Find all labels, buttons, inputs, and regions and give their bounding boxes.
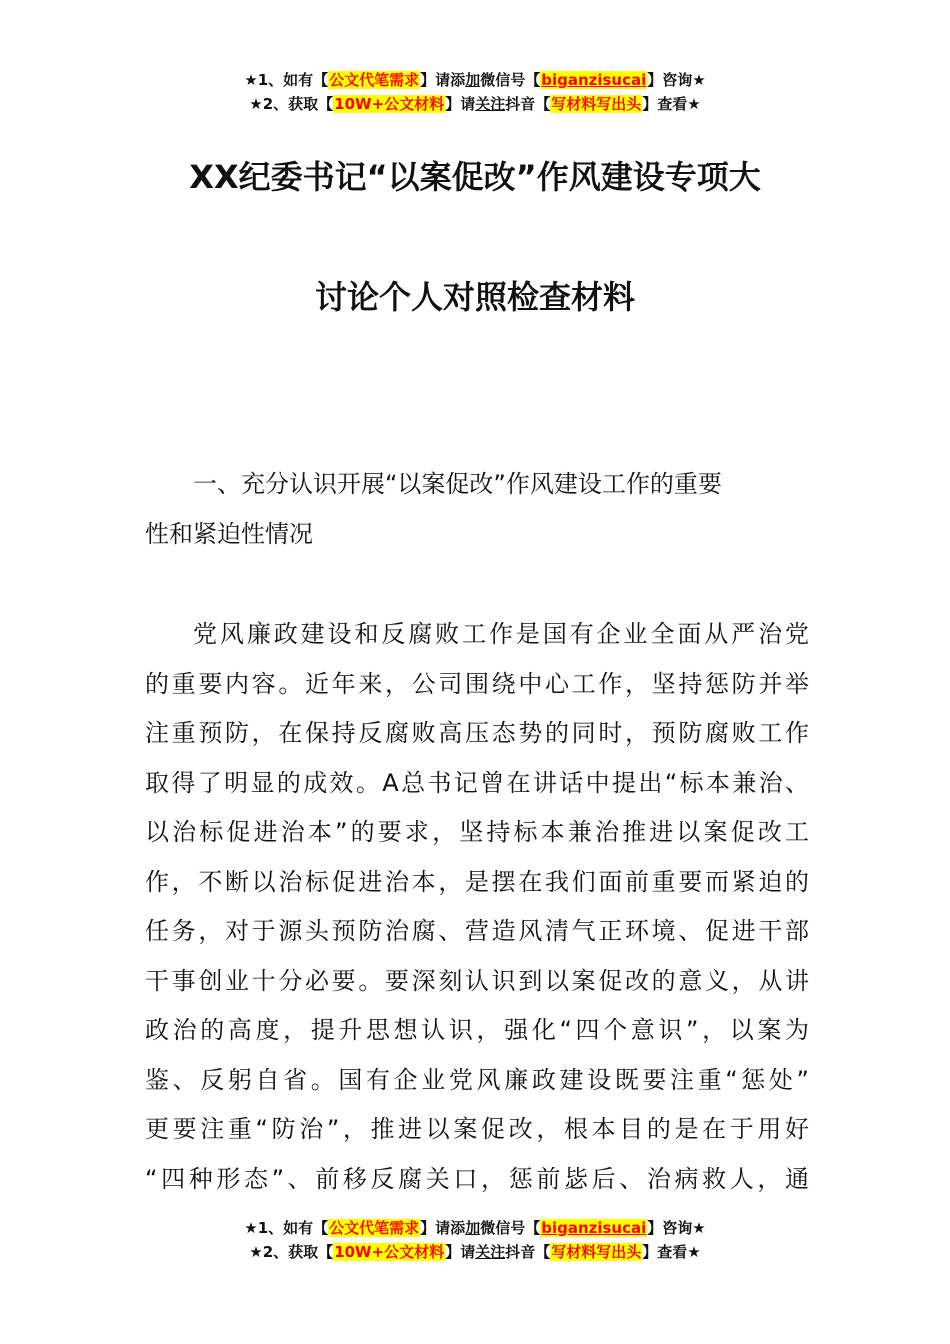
paragraph-line: 注重预防，在保持反腐败高压态势的同时，预防腐败工作 [145, 719, 809, 747]
banner-douyin-account: 写材料写出头 [551, 95, 642, 113]
banner-line-1: ★1、如有【公文代笔需求】请添加微信号【biganzisucai】咨询★ [244, 71, 706, 89]
banner-highlight-materials: 10W+公文材料 [334, 1243, 445, 1261]
paragraph-line: 作，不断以治标促进治本，是摆在我们面前重要而紧迫的 [145, 867, 809, 896]
heading-line-2: 性和紧迫性情况 [145, 519, 313, 548]
banner-douyin-account: 写材料写出头 [551, 1243, 642, 1261]
banner-highlight-service: 公文代笔需求 [329, 71, 420, 89]
paragraph-line: “四种形态”、前移反腐关口，惩前毖后、治病救人，通 [145, 1164, 809, 1193]
banner-line-1: ★1、如有【公文代笔需求】请添加微信号【biganzisucai】咨询★ [244, 1219, 706, 1237]
paragraph-line: 干事创业十分必要。要深刻认识到以案促改的意义，从讲 [145, 966, 809, 995]
footer-banner [0, 1216, 950, 1264]
paragraph-line: 取得了明显的成效。A总书记曾在讲话中提出“标本兼治、 [145, 768, 809, 797]
header-banner [0, 68, 950, 116]
banner-line-2: ★2、获取【10W+公文材料】请关注抖音【写材料写出头】查看★ [249, 1243, 701, 1261]
paragraph-line: 党风廉政建设和反腐败工作是国有企业全面从严治党 [193, 620, 809, 648]
banner-wechat-id[interactable]: biganzisucai [541, 71, 647, 89]
document-title-line-2: 讨论个人对照检查材料 [314, 278, 635, 316]
banner-wechat-id[interactable]: biganzisucai [541, 1219, 647, 1237]
heading-line-1: 一、充分认识开展“以案促改”作风建设工作的重要 [193, 470, 722, 498]
paragraph-line: 以治标促进治本”的要求，坚持标本兼治推进以案促改工 [145, 818, 809, 846]
paragraph-line: 鉴、反躬自省。国有企业党风廉政建设既要注重“惩处” [145, 1065, 809, 1094]
paragraph-line: 更要注重“防治”，推进以案促改，根本目的是在于用好 [145, 1115, 809, 1143]
paragraph-line: 任务，对于源头预防治腐、营造风清气正环境、促进干部 [145, 917, 809, 945]
paragraph-line: 政治的高度，提升思想认识，强化“四个意识”，以案为 [145, 1016, 809, 1044]
banner-highlight-materials: 10W+公文材料 [334, 95, 445, 113]
paragraph-line: 的重要内容。近年来，公司围绕中心工作，坚持惩防并举 [145, 669, 809, 698]
banner-line-2: ★2、获取【10W+公文材料】请关注抖音【写材料写出头】查看★ [249, 95, 701, 113]
banner-highlight-service: 公文代笔需求 [329, 1219, 420, 1237]
section-heading [145, 460, 809, 559]
document-title-line-1: XX纪委书记“以案促改”作风建设专项大 [189, 158, 761, 196]
body-paragraph [145, 610, 809, 1204]
